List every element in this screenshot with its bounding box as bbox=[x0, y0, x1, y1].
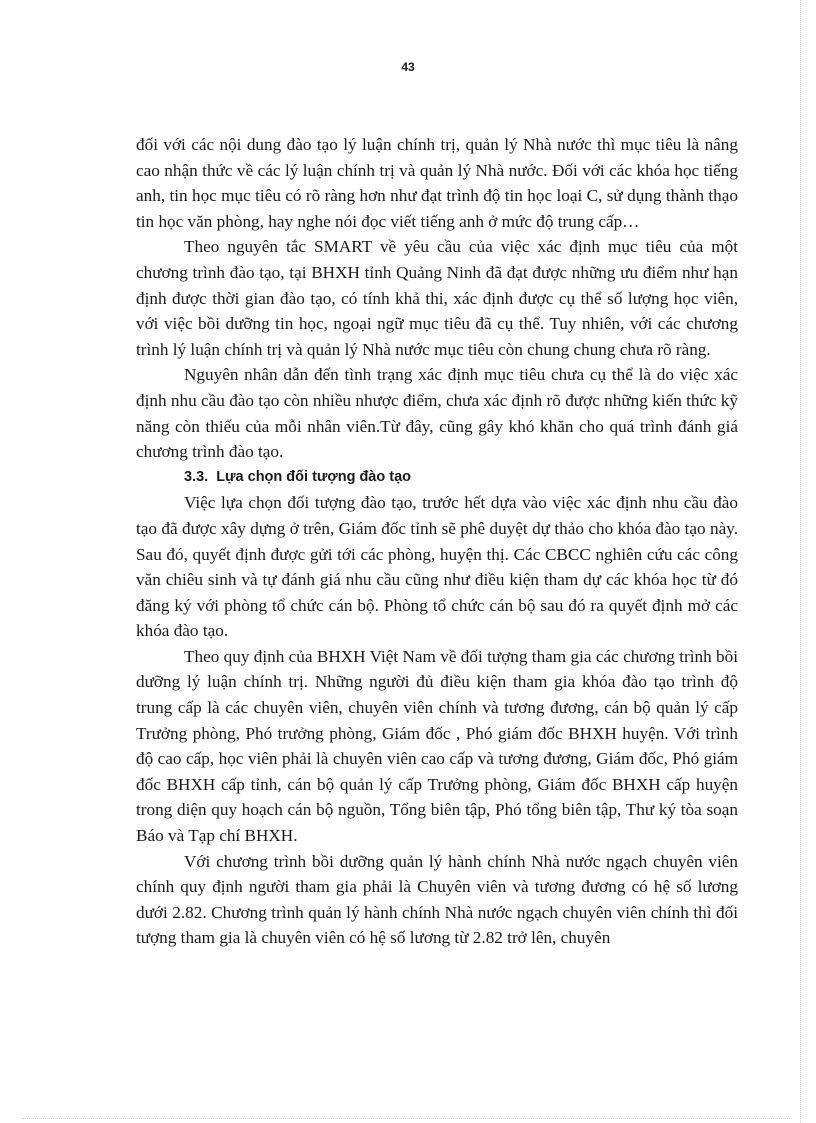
paragraph-continuation: đối với các nội dung đào tạo lý luận chính trị, quản lý Nhà nước thì mục tiêu là nâng cao nhận thức về các lý luận chính trị và quản lý Nhà nước. Đối với các khóa học tiếng anh, tin học mục tiêu có rõ ràng hơn như đạt trình độ tin học loại C, sử dụng thành thạo tin học văn phòng, hay nghe nói đọc viết tiếng anh ở mức độ trung cấp… bbox=[136, 135, 738, 231]
page-number: 43 bbox=[401, 60, 415, 74]
paragraph-cause: Nguyên nhân dẫn đến tình trạng xác định mục tiêu chưa cụ thể là do việc xác định nhu cầu đào tạo còn nhiều nhược điểm, chưa xác định rõ được những kiến thức kỹ năng còn thiếu của mỗi nhân viên.Từ đây, cũng gây khó khăn cho quá trình đánh giá chương trình đào tạo. bbox=[136, 365, 738, 462]
paragraph-regulations: Theo quy định của BHXH Việt Nam về đối tượng tham gia các chương trình bồi dưỡng lý luận chính trị. Những người đủ điều kiện tham gia khóa đào tạo trình độ trung cấp là các chuyên viên, chuyên viên chính và tương đương, cán bộ quản lý cấp Trưởng phòng, Phó trưởng phòng, Giám đốc , Phó giám đốc BHXH huyện. Với trình độ cao cấp, học viên phải là chuyên viên cao cấp và tương đương, Giám đốc, Phó giám đốc BHXH cấp tỉnh, cán bộ quản lý cấp Trưởng phòng, Giám đốc BHXH cấp huyện trong diện quy hoạch cán bộ nguồn, Tổng biên tập, Phó tổng biên tập, Thư ký tòa soạn Báo và Tạp chí BHXH. bbox=[136, 646, 738, 846]
section-title: Lựa chọn đối tượng đào tạo bbox=[216, 468, 412, 485]
paragraph-smart-principle: Theo nguyên tắc SMART về yêu cầu của việc xác định mục tiêu của một chương trình đào tạo, tại BHXH tỉnh Quảng Ninh đã đạt được những ưu điểm như hạn định được thời gian đào tạo, có tính khả thi, xác định được cụ thể số lượng học viên, với việc bồi dưỡng tin học, ngoại ngữ mục tiêu đã cụ thể. Tuy nhiên, với các chương trình lý luận chính trị và quản lý Nhà nước mục tiêu còn chung chung chưa rõ ràng. bbox=[136, 237, 738, 359]
page-right-border bbox=[800, 0, 801, 1123]
section-heading bbox=[136, 465, 738, 491]
paragraph-admin-program: Với chương trình bồi dưỡng quản lý hành chính Nhà nước ngạch chuyên viên chính quy định người tham gia phải là Chuyên viên và tương đương có hệ số lương dưới 2.82. Chương trình quản lý hành chính Nhà nước ngạch chuyên viên chính thì đối tượng tham gia là chuyên viên có hệ số lương từ 2.82 trở lên, chuyên bbox=[136, 851, 738, 948]
paragraph-selection-process: Việc lựa chọn đối tượng đào tạo, trước hết dựa vào việc xác định nhu cầu đào tạo đã được xây dựng ở trên, Giám đốc tỉnh sẽ phê duyệt dự thảo cho khóa đào tạo này. Sau đó, quyết định được gửi tới các phòng, huyện thị. Các CBCC nghiên cứu các công văn chiêu sinh và tự đánh giá nhu cầu cũng như điều kiện tham dự các khóa học từ đó đăng ký với phòng tổ chức cán bộ. Phòng tổ chức cán bộ sau đó ra quyết định mở các khóa đào tạo. bbox=[136, 493, 738, 641]
section-number: 3.3. bbox=[184, 468, 209, 485]
document-body bbox=[136, 132, 738, 951]
page-bottom-border bbox=[22, 1118, 792, 1119]
